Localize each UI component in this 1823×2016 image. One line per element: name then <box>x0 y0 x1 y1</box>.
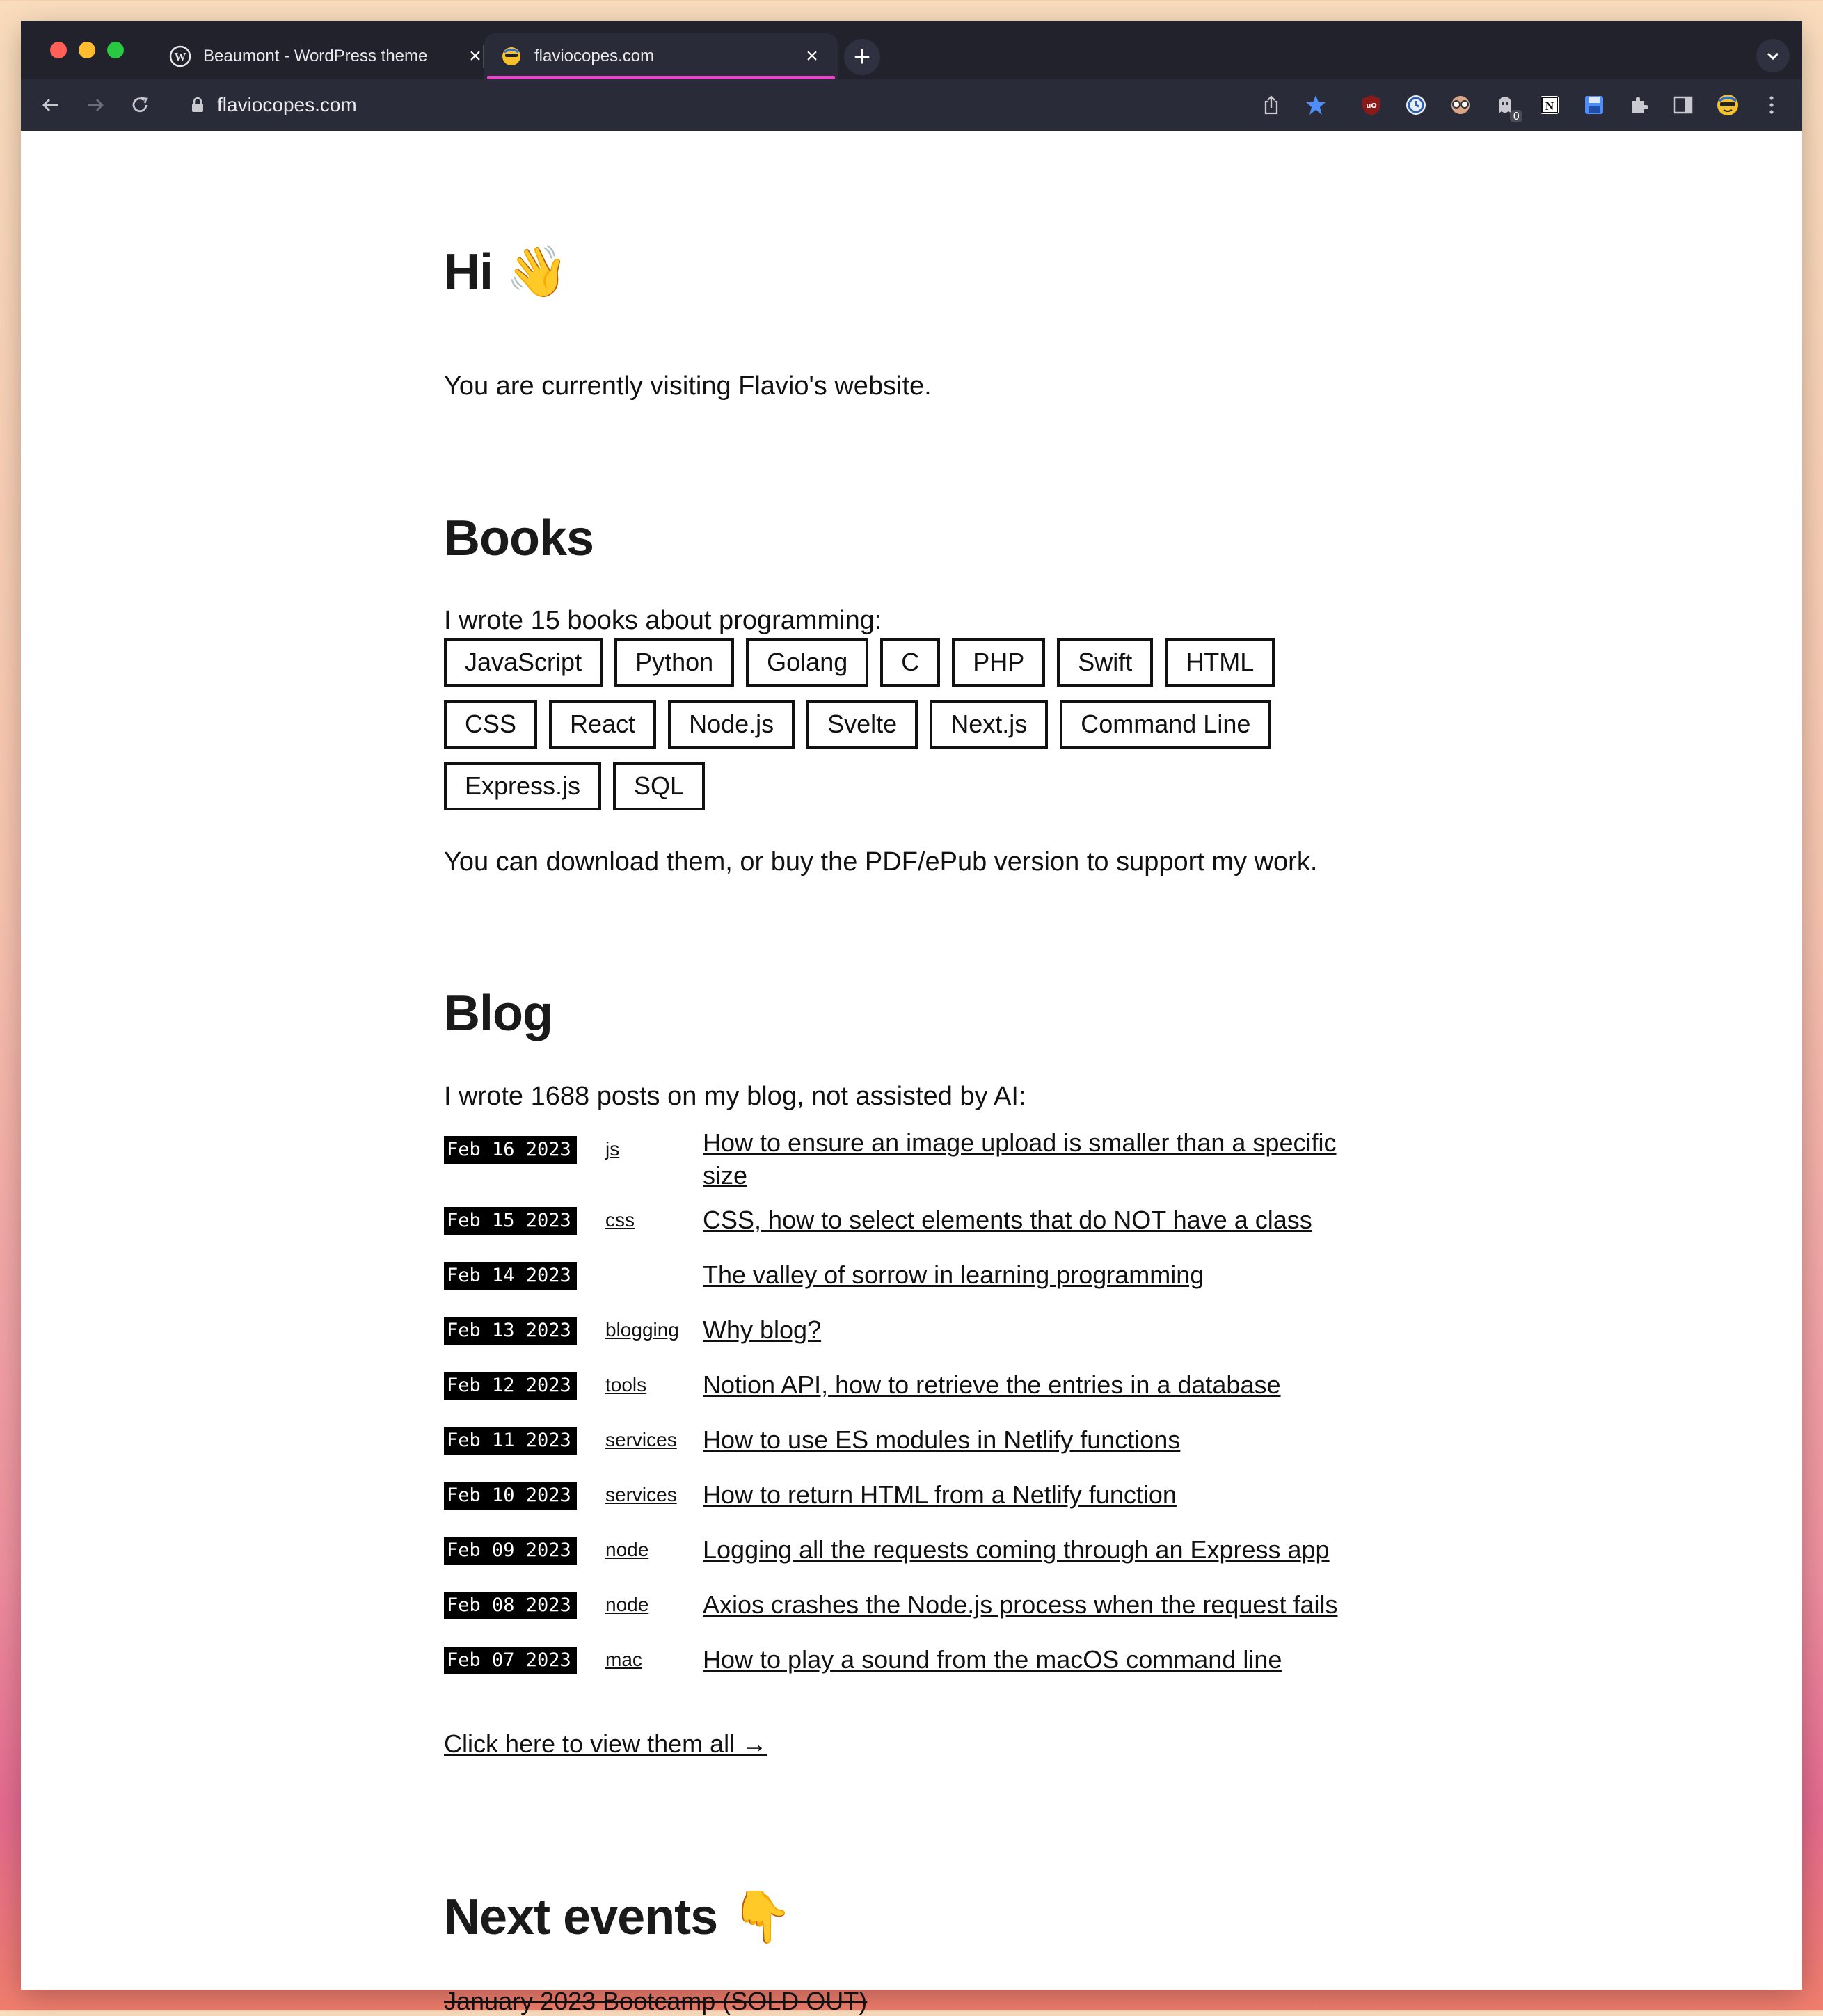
tab-flaviocopes[interactable] <box>484 33 838 79</box>
events-heading: Next events 👇 <box>444 1889 793 1945</box>
post-title-link[interactable]: Notion API, how to retrieve the entries in a database <box>703 1370 1281 1399</box>
lock-icon <box>191 97 205 113</box>
post-title-link[interactable]: How to ensure an image upload is smaller than a specific size <box>703 1128 1337 1190</box>
post-date: Feb 07 2023 <box>444 1647 577 1674</box>
greeting-heading: Hi 👋 <box>444 244 568 300</box>
post-date: Feb 16 2023 <box>444 1136 577 1164</box>
back-button[interactable] <box>38 92 64 118</box>
forward-arrow-icon <box>85 95 106 115</box>
post-title-link[interactable]: How to return HTML from a Netlify function <box>703 1480 1177 1509</box>
share-icon[interactable] <box>1258 92 1284 118</box>
post-title-link[interactable]: How to use ES modules in Netlify functions <box>703 1425 1181 1454</box>
tab-search-button[interactable] <box>1756 39 1790 72</box>
svg-text:N: N <box>1545 99 1554 113</box>
book-button-nextjs[interactable]: Next.js <box>930 700 1048 749</box>
post-title-link[interactable]: Logging all the requests coming through an Express app <box>703 1535 1330 1564</box>
sidepanel-icon[interactable] <box>1670 92 1696 118</box>
post-tag-link[interactable]: css <box>605 1209 635 1231</box>
notion-icon[interactable] <box>1536 92 1563 118</box>
post-tag-link[interactable]: node <box>605 1594 649 1615</box>
book-button-php[interactable]: PHP <box>952 638 1045 687</box>
post-date: Feb 08 2023 <box>444 1592 577 1619</box>
book-button-nodejs[interactable]: Node.js <box>668 700 795 749</box>
forward-button[interactable] <box>82 92 109 118</box>
book-button-swift[interactable]: Swift <box>1057 638 1153 687</box>
book-button-html[interactable]: HTML <box>1165 638 1275 687</box>
books-heading: Books <box>444 511 594 566</box>
post-date: Feb 12 2023 <box>444 1372 577 1400</box>
post-tag-link[interactable]: js <box>605 1138 620 1160</box>
svg-text:W: W <box>174 50 186 63</box>
reload-icon <box>129 95 150 115</box>
post-title-link[interactable]: CSS, how to select elements that do NOT have a class <box>703 1206 1312 1234</box>
ublock-icon[interactable] <box>1358 92 1385 118</box>
post-date: Feb 15 2023 <box>444 1207 577 1235</box>
post-date: Feb 14 2023 <box>444 1262 577 1290</box>
post-tag-link[interactable]: blogging <box>605 1319 679 1341</box>
book-list <box>444 638 1362 810</box>
tab-title: flaviocopes.com <box>534 47 655 65</box>
puzzle-extensions-icon[interactable] <box>1625 92 1652 118</box>
profile-avatar-icon[interactable] <box>1714 92 1741 118</box>
browser-window <box>21 21 1802 2015</box>
post-title-link[interactable]: Axios crashes the Node.js process when the request fails <box>703 1590 1338 1619</box>
reload-button[interactable] <box>127 92 153 118</box>
glasses-extension-icon[interactable] <box>1447 92 1474 118</box>
menu-kebab-icon[interactable] <box>1758 92 1785 118</box>
book-button-sql[interactable]: SQL <box>613 762 705 810</box>
post-date: Feb 11 2023 <box>444 1427 577 1455</box>
view-all-posts-link[interactable]: Click here to view them all → <box>444 1729 767 1758</box>
post-tag-link[interactable]: node <box>605 1539 649 1560</box>
book-button-react[interactable]: React <box>549 700 656 749</box>
tab-strip <box>21 21 1802 79</box>
post-date: Feb 10 2023 <box>444 1482 577 1510</box>
post-tag-link[interactable]: services <box>605 1484 677 1505</box>
book-button-python[interactable]: Python <box>614 638 734 687</box>
book-button-command-line[interactable]: Command Line <box>1060 700 1271 749</box>
post-tag-link[interactable]: services <box>605 1429 677 1450</box>
flavio-favicon-icon <box>500 45 523 68</box>
web-page <box>21 131 1802 2015</box>
minimize-window-button[interactable] <box>79 42 95 58</box>
close-tab-icon[interactable]: × <box>469 45 481 67</box>
post-title-link[interactable]: The valley of sorrow in learning programming <box>703 1261 1204 1289</box>
address-url: flaviocopes.com <box>217 94 357 115</box>
close-window-button[interactable] <box>50 42 67 58</box>
maximize-window-button[interactable] <box>107 42 124 58</box>
save-icon[interactable] <box>1581 92 1607 118</box>
book-button-javascript[interactable]: JavaScript <box>444 638 603 687</box>
books-intro: I wrote 15 books about programming: <box>444 606 882 635</box>
back-arrow-icon <box>40 95 61 115</box>
ghost-badge: 0 <box>1510 110 1522 122</box>
chevron-down-icon <box>1765 48 1781 63</box>
books-outro: You can download them, or buy the PDF/ePub version to support my work. <box>444 847 1318 877</box>
post-date: Feb 09 2023 <box>444 1537 577 1565</box>
book-button-golang[interactable]: Golang <box>746 638 868 687</box>
address-bar[interactable] <box>174 86 1357 124</box>
tab-beaumont[interactable] <box>153 33 501 79</box>
book-button-svelte[interactable]: Svelte <box>806 700 918 749</box>
bookmark-star-icon[interactable] <box>1303 92 1329 118</box>
post-tag-link[interactable]: tools <box>605 1374 647 1395</box>
post-title-link[interactable]: How to play a sound from the macOS command line <box>703 1645 1282 1674</box>
book-button-c[interactable]: C <box>880 638 940 687</box>
blog-heading: Blog <box>444 986 552 1041</box>
post-title-link[interactable]: Why blog? <box>703 1315 822 1344</box>
post-date: Feb 13 2023 <box>444 1317 577 1345</box>
book-button-expressjs[interactable]: Express.js <box>444 762 601 810</box>
wordpress-icon <box>168 45 192 68</box>
book-button-css[interactable]: CSS <box>444 700 537 749</box>
ghost-extension-icon[interactable] <box>1492 92 1520 122</box>
post-tag-link[interactable]: mac <box>605 1649 642 1670</box>
event-item[interactable]: January 2023 Bootcamp (SOLD OUT) <box>444 1987 868 2015</box>
intro-text: You are currently visiting Flavio's website. <box>444 371 932 401</box>
clock-extension-icon[interactable] <box>1403 92 1429 118</box>
svg-text:uO: uO <box>1366 102 1377 110</box>
tab-title: Beaumont - WordPress theme <box>203 47 428 65</box>
blog-intro: I wrote 1688 posts on my blog, not assisted by AI: <box>444 1082 1026 1111</box>
close-tab-icon[interactable]: × <box>806 45 818 67</box>
new-tab-button[interactable]: + <box>844 39 880 75</box>
browser-toolbar <box>21 79 1802 131</box>
